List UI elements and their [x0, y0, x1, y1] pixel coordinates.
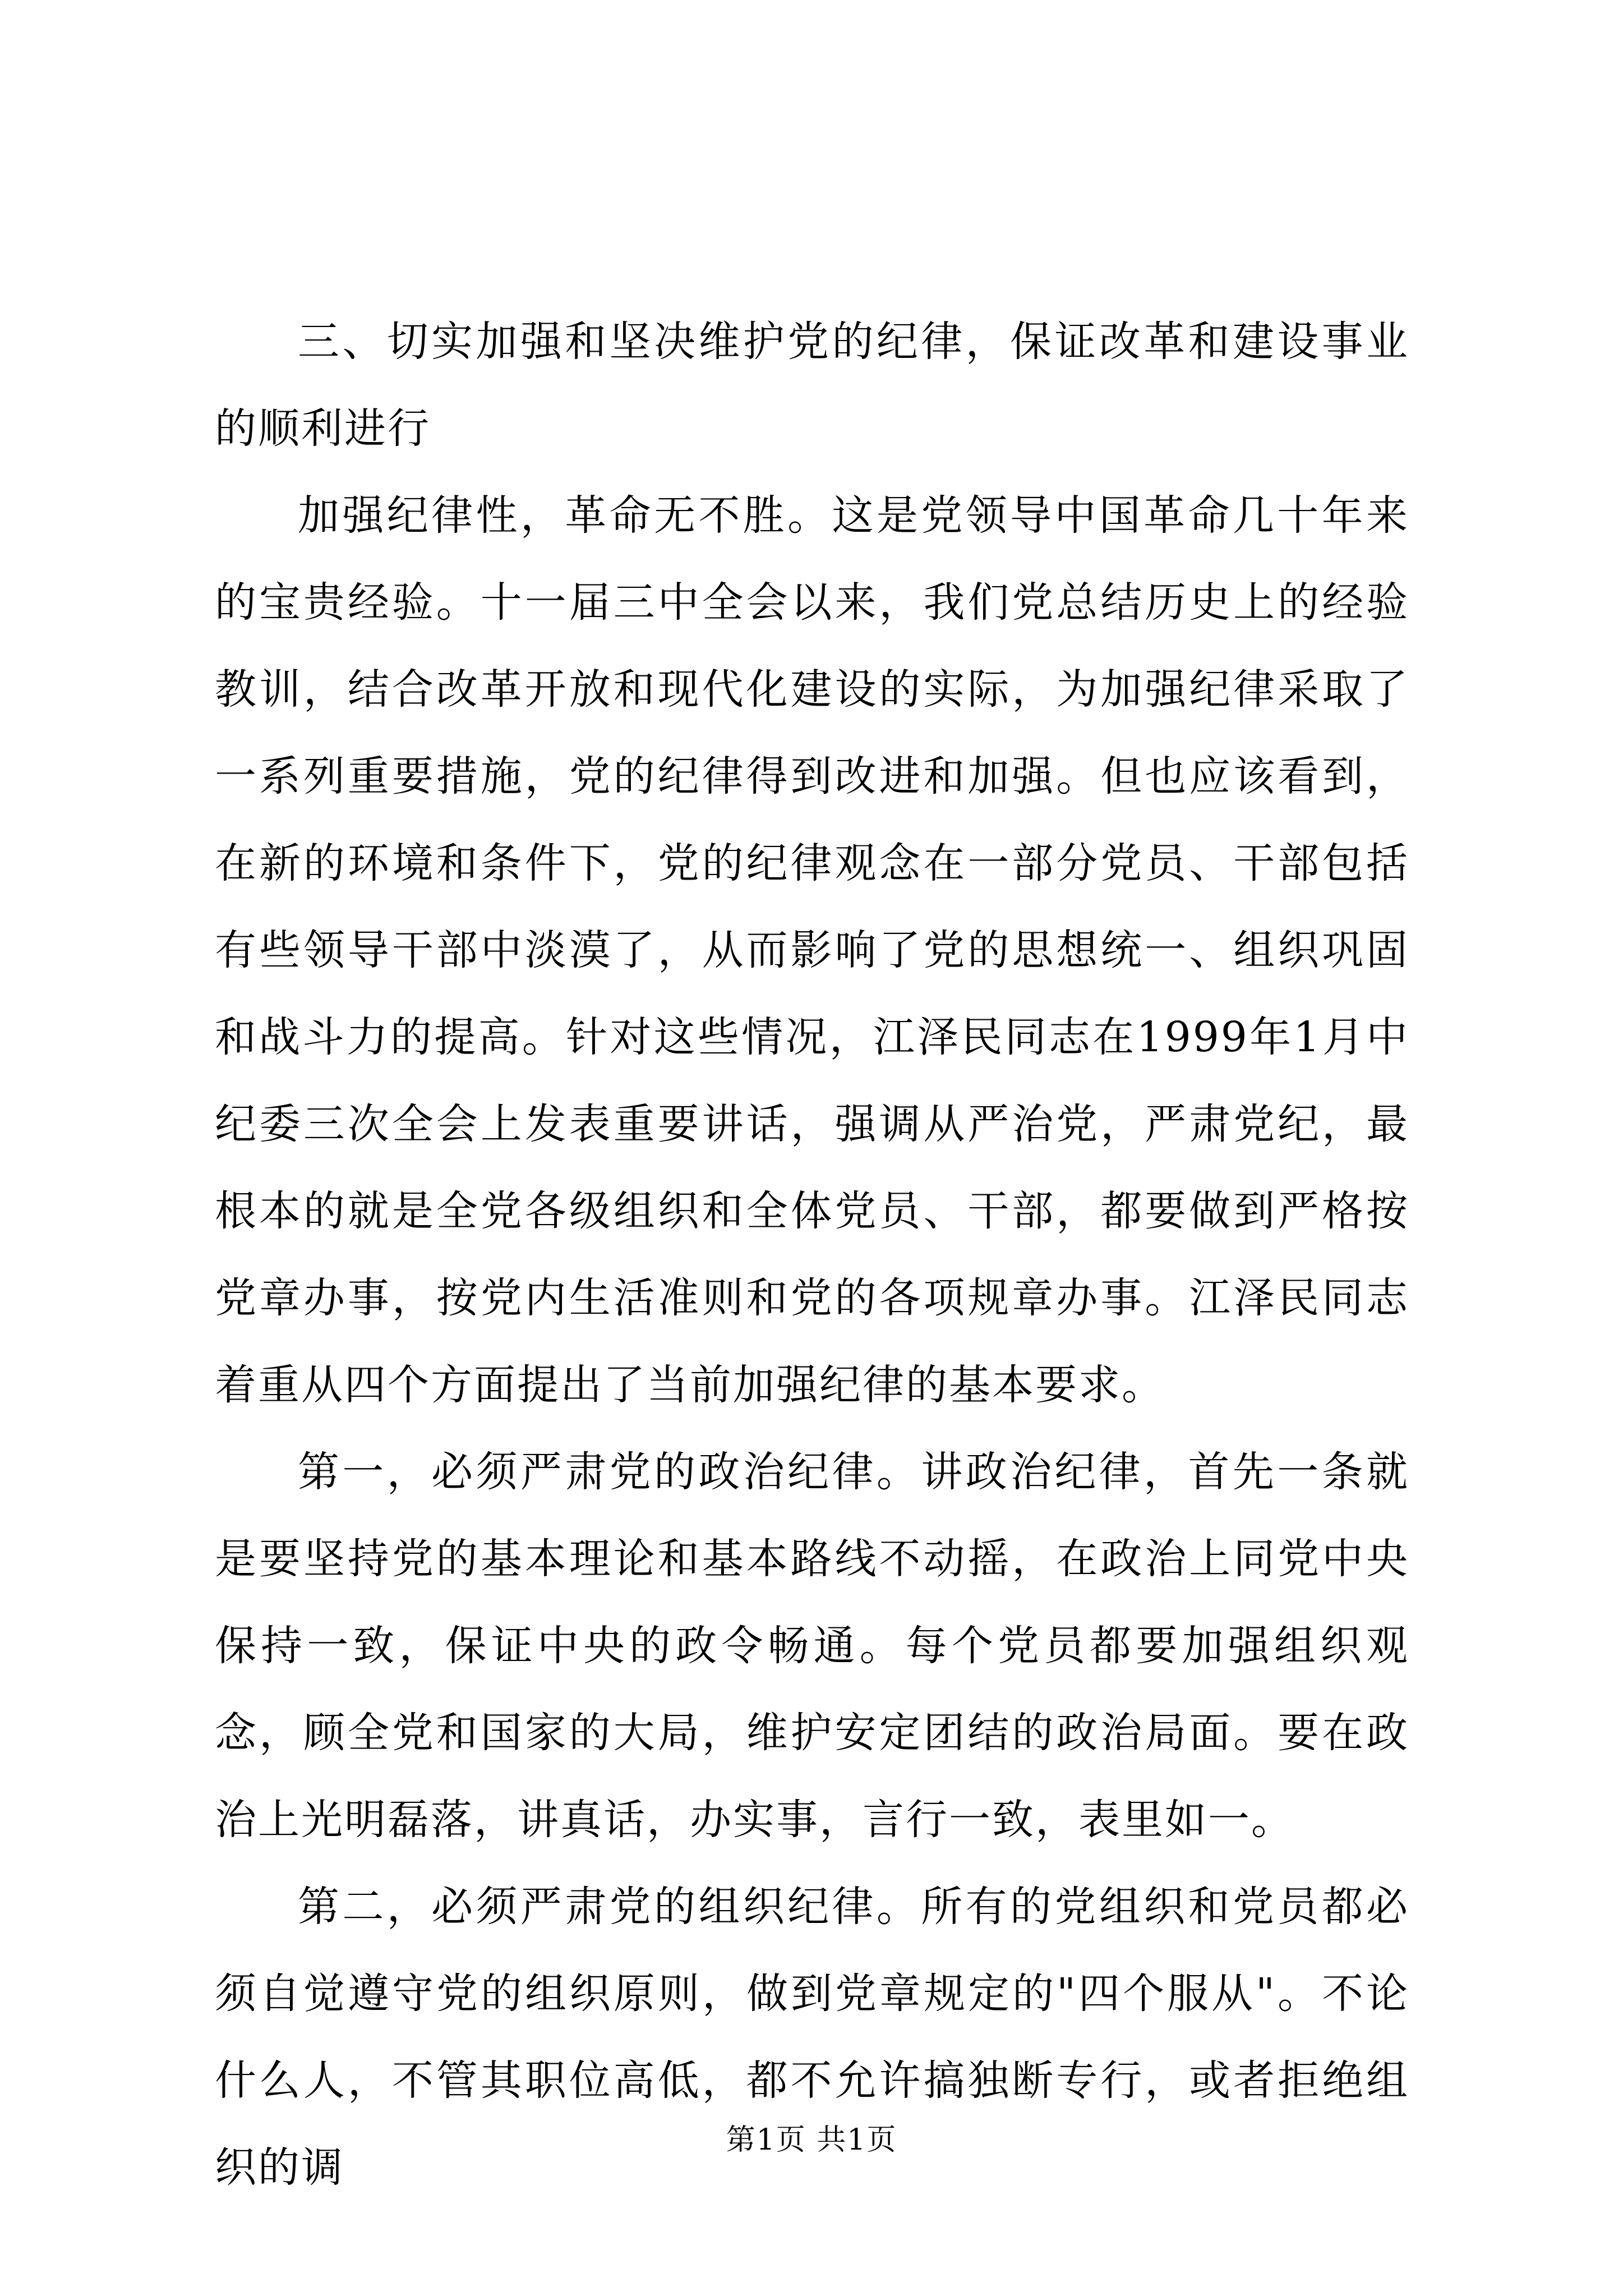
body-paragraph: 加强纪律性，革命无不胜。这是党领导中国革命几十年来的宝贵经验。十一届三中全会以来，我们党总结历史上的经验教训，结合改革开放和现代化建设的实际，为加强纪律采取了一系列重要措施，党的纪律得到改进和加强。但也应该看到，在新的环境和条件下，党的纪律观念在一部分党员、干部包括有些领导干部中淡漠了，从而影响了党的思想统一、组织巩固和战斗力的提高。针对这些情况，江泽民同志在1999年1月中纪委三次全会上发表重要讲话，强调从严治党，严肃党纪，最根本的就是全党各级组织和全体党员、干部，都要做到严格按党章办事，按党内生活准则和党的各项规章办事。江泽民同志着重从四个方面提出了当前加强纪律的基本要求。	[215, 491, 1409, 1409]
body-paragraph: 第一，必须严肃党的政治纪律。讲政治纪律，首先一条就是要坚持党的基本理论和基本路线不动摇，在政治上同党中央保持一致，保证中央的政令畅通。每个党员都要加强组织观念，顾全党和国家的大局，维护安定团结的政治局面。要在政治上光明磊落，讲真话，办实事，言行一致，表里如一。	[215, 1448, 1409, 1844]
section-heading: 三、切实加强和坚决维护党的纪律，保证改革和建设事业的顺利进行	[215, 318, 1409, 453]
document-body	[215, 298, 1409, 2211]
body-paragraph: 第二，必须严肃党的组织纪律。所有的党组织和党员都必须自觉遵守党的组织原则，做到党章规定的"四个服从"。不论什么人，不管其职位高低，都不允许搞独断专行，或者拒绝组织的调	[215, 1883, 1409, 2192]
page-footer: 第1页 共1页	[726, 2123, 897, 2157]
